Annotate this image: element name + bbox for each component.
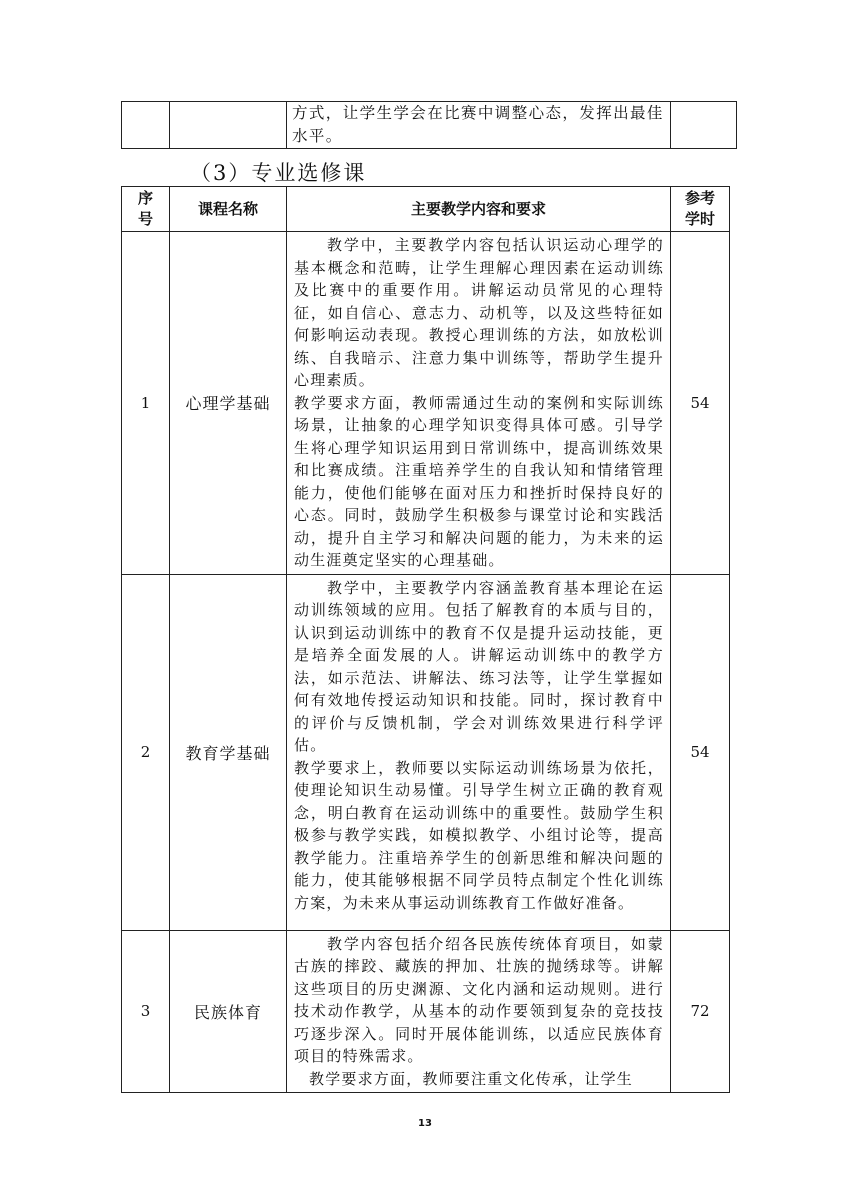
row-content — [287, 574, 671, 930]
content-paragraph: 教学内容包括介绍各民族传统体育项目，如蒙古族的摔跤、藏族的押加、壮族的抛绣球等。讲解这些项目的历史渊源、文化内涵和运动规则。进行技术动作教学，从基本的动作要领到复杂的竞技技巧逐步深入。同时开展体能训练，以适应民族体育项目的特殊需求。 — [294, 934, 664, 1065]
header-hours: 参考学时 — [671, 187, 730, 232]
continued-table — [121, 101, 737, 149]
content-paragraph: 教学要求方面，教师要注重文化传承，让学生 — [309, 1069, 634, 1088]
row-hours: 72 — [671, 930, 730, 1093]
table-row — [122, 102, 737, 149]
row-course-name: 教育学基础 — [170, 574, 287, 930]
table-row — [122, 232, 730, 575]
table-cell-content: 方式，让学生学会在比赛中调整心态，发挥出最佳水平。 — [287, 102, 671, 149]
row-content — [287, 930, 671, 1093]
row-content — [287, 232, 671, 575]
header-content: 主要教学内容和要求 — [287, 187, 671, 232]
row-num: 1 — [122, 232, 170, 575]
row-num: 3 — [122, 930, 170, 1093]
section-heading: （3）专业选修课 — [190, 161, 367, 185]
content-paragraph: 教学要求上，教师要以实际运动训练场景为依托，使理论知识生动易懂。引导学生树立正确的教育观念，明白教育在运动训练中的重要性。鼓励学生积极参与教学实践，如模拟教学、小组讨论等，提高教学能力。注重培养学生的创新思维和解决问题的能力，使其能够根据不同学员特点制定个性化训练方案，为未来从事运动训练教育工作做好准备。 — [294, 758, 664, 912]
table-cell-empty — [671, 102, 737, 149]
content-paragraph: 教学中，主要教学内容包括认识运动心理学的基本概念和范畴，让学生理解心理因素在运动训练及比赛中的重要作用。讲解运动员常见的心理特征，如自信心、意志力、动机等，以及这些特征如何影响运动表现。教授心理训练的方法，如放松训练、自我暗示、注意力集中训练等，帮助学生提升心理素质。 — [294, 236, 664, 389]
row-course-name: 心理学基础 — [170, 232, 287, 575]
header-num: 序号 — [122, 187, 170, 232]
row-num: 2 — [122, 574, 170, 930]
table-row — [122, 930, 730, 1093]
row-hours: 54 — [671, 232, 730, 575]
content-paragraph: 教学要求方面，教师需通过生动的案例和实际训练场景，让抽象的心理学知识变得具体可感。引导学生将心理学知识运用到日常训练中，提高训练效果和比赛成绩。注重培养学生的自我认知和情绪管理能力，使他们能够在面对压力和挫折时保持良好的心态。同时，鼓励学生积极参与课堂讨论和实践活动，提升自主学习和解决问题的能力，为未来的运动生涯奠定坚实的心理基础。 — [294, 393, 664, 569]
course-table — [121, 186, 730, 1093]
table-row — [122, 574, 730, 930]
table-cell-empty — [170, 102, 287, 149]
content-paragraph: 教学中，主要教学内容涵盖教育基本理论在运动训练领域的应用。包括了解教育的本质与目的，认识到运动训练中的教育不仅是提升运动技能，更是培养全面发展的人。讲解运动训练中的教学方法，如示范法、讲解法、练习法等，让学生掌握如何有效地传授运动知识和技能。同时，探讨教育中的评价与反馈机制，学会对训练效果进行科学评估。 — [294, 578, 664, 754]
table-cell-empty — [122, 102, 170, 149]
row-course-name: 民族体育 — [170, 930, 287, 1093]
table-header-row — [122, 187, 730, 232]
page-number: 13 — [418, 1118, 432, 1129]
header-name: 课程名称 — [170, 187, 287, 232]
row-hours: 54 — [671, 574, 730, 930]
